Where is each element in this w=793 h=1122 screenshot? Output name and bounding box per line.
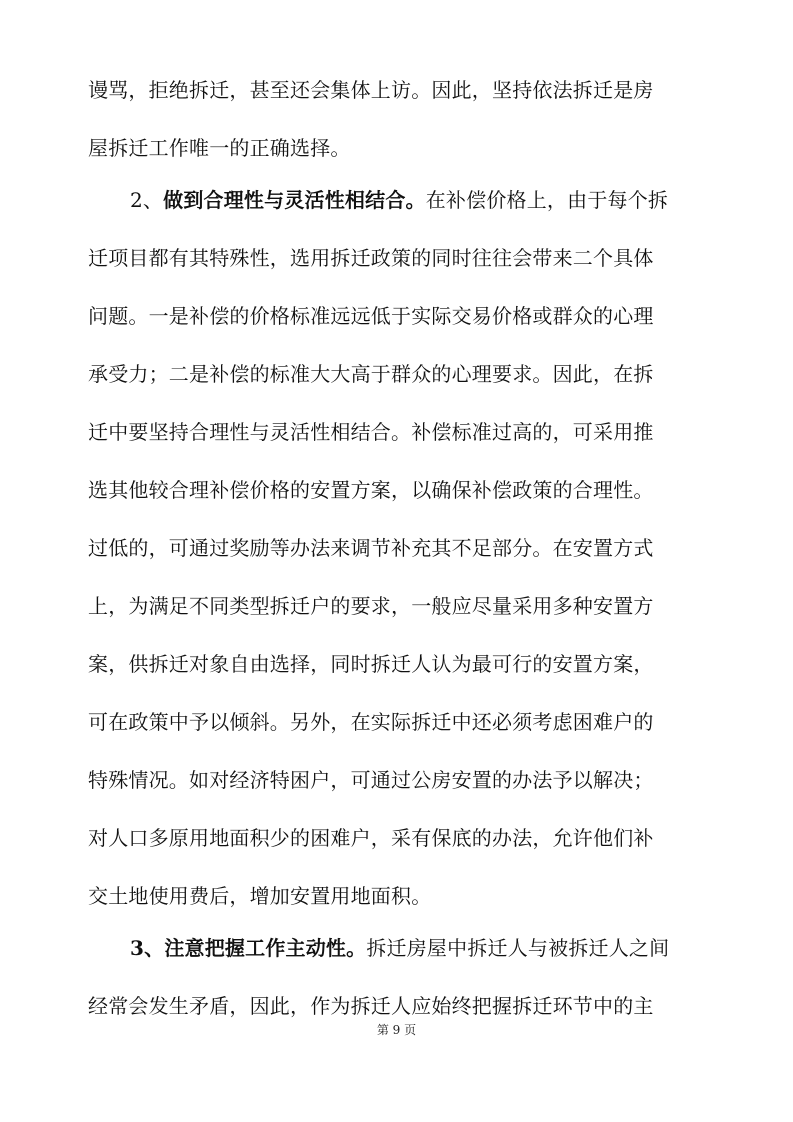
body-line: 案，供拆迁对象自由选择，同时拆迁人认为最可行的安置方案， (88, 652, 654, 676)
body-line: 迁项目都有其特殊性，选用拆迁政策的同时往往会带来二个具体 (88, 246, 654, 270)
section-2-first-line (130, 188, 668, 212)
body-line: 承受力；二是补偿的标准大大高于群众的心理要求。因此，在拆 (88, 362, 654, 386)
page-number: 第 9 页 (376, 1023, 417, 1037)
section-3-intro: 拆迁房屋中拆迁人与被拆迁人之间 (366, 936, 670, 960)
section-2-intro: 在补偿价格上，由于每个拆 (425, 188, 669, 212)
body-line: 谩骂，拒绝拆迁，甚至还会集体上访。因此，坚持依法拆迁是房 (88, 78, 654, 102)
section-2-heading: 做到合理性与灵活性相结合。 (163, 188, 426, 212)
body-line: 过低的，可通过奖励等办法来调节补充其不足部分。在安置方式 (88, 536, 654, 560)
section-3-heading: 3、注意把握工作主动性。 (130, 936, 367, 960)
section-2-number: 2、 (130, 188, 164, 212)
body-line: 可在政策中予以倾斜。另外，在实际拆迁中还必须考虑困难户的 (88, 710, 654, 734)
body-line: 特殊情况。如对经济特困户，可通过公房安置的办法予以解决； (88, 768, 654, 792)
body-line: 问题。一是补偿的价格标准远远低于实际交易价格或群众的心理 (88, 304, 654, 328)
body-line: 屋拆迁工作唯一的正确选择。 (88, 136, 351, 160)
body-line: 上，为满足不同类型拆迁户的要求，一般应尽量采用多种安置方 (88, 594, 654, 618)
body-line: 迁中要坚持合理性与灵活性相结合。补偿标准过高的，可采用推 (88, 420, 654, 444)
body-line: 交土地使用费后，增加安置用地面积。 (88, 884, 432, 908)
section-3-first-line (130, 936, 669, 960)
body-line: 经常会发生矛盾，因此，作为拆迁人应始终把握拆迁环节中的主 (88, 994, 654, 1018)
body-line: 对人口多原用地面积少的困难户，采有保底的办法，允许他们补 (88, 826, 654, 850)
body-line: 选其他较合理补偿价格的安置方案，以确保补偿政策的合理性。 (88, 478, 654, 502)
